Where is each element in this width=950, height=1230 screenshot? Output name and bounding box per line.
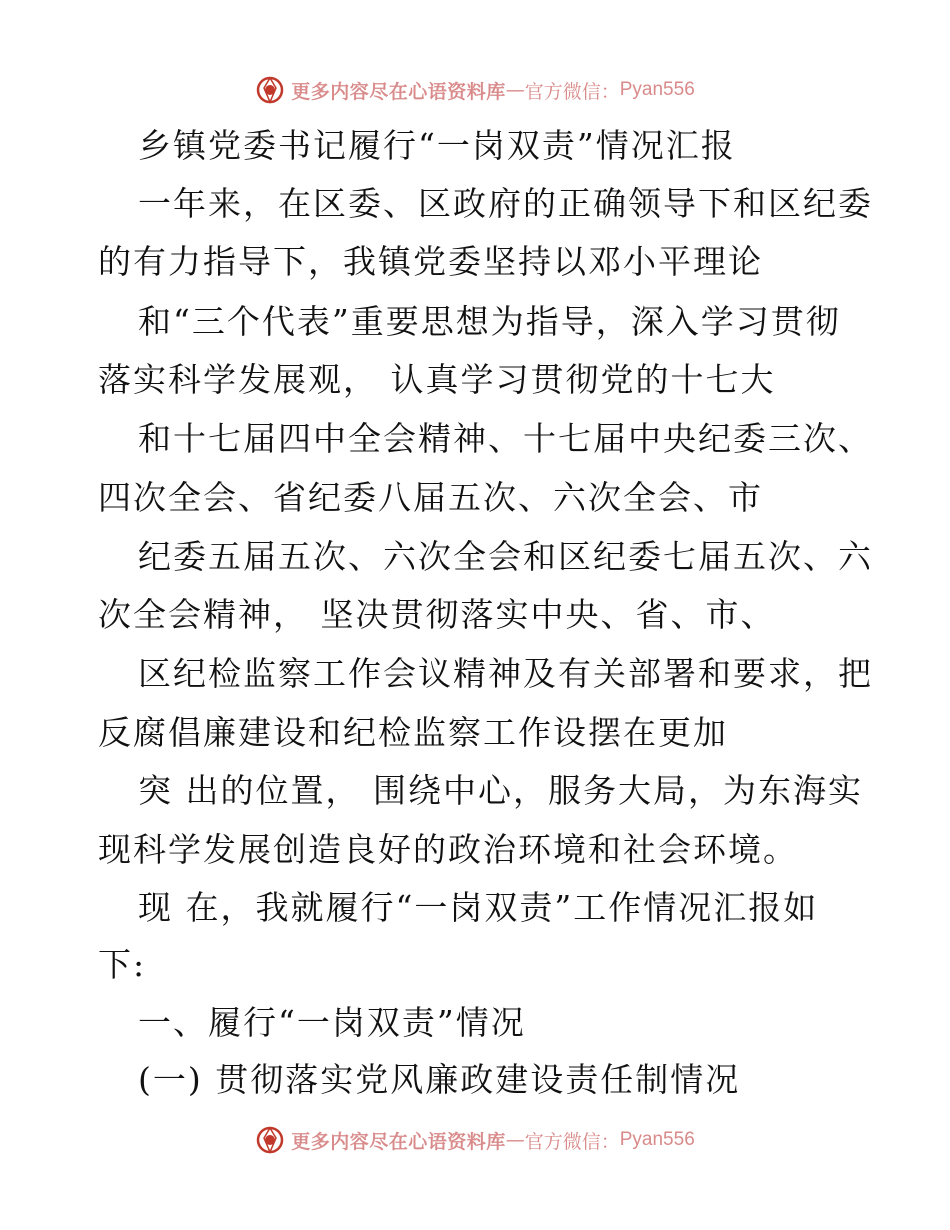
watermark-wechat-id: Pyan556 (619, 1129, 695, 1150)
watermark-label: 官方微信： (524, 80, 620, 103)
body-line: 落实科学发展观， 认真学习贯彻党的十七大 (98, 360, 776, 399)
body-line: 突 出的位置， 围绕中心，服务大局，为东海实 (138, 771, 863, 810)
body-line: 一年来，在区委、区政府的正确领导下和区纪委 (138, 184, 873, 223)
body-line: 现 在，我就履行“一岗双责”工作情况汇报如 (138, 888, 819, 927)
document-title: 乡镇党委书记履行“一岗双责”情况汇报 (138, 126, 736, 165)
body-line: 反腐倡廉建设和纪检监察工作设摆在更加 (98, 713, 728, 752)
pen-seal-icon (255, 75, 285, 105)
subsection-heading: (一) 贯彻落实党风廉政建设责任制情况 (138, 1060, 741, 1099)
section-heading: 一、履行“一岗双责”情况 (138, 1003, 526, 1042)
watermark-banner-bottom (0, 1123, 950, 1157)
body-line: 次全会精神， 坚决贯彻落实中央、省、市、 (98, 595, 776, 634)
watermark-text: 更多内容尽在心语资料库 (291, 1130, 506, 1153)
watermark-separator: — (505, 1129, 525, 1151)
watermark-wechat-id: Pyan556 (619, 79, 695, 100)
body-line: 纪委五届五次、六次全会和区纪委七届五次、六 (138, 537, 873, 576)
body-line: 和十七届四中全会精神、十七届中央纪委三次、 (138, 419, 873, 458)
body-line: 下: (98, 945, 147, 984)
body-line: 和“三个代表”重要思想为指导，深入学习贯彻 (138, 302, 841, 341)
watermark-label: 官方微信： (524, 1130, 620, 1153)
body-line: 现科学发展创造良好的政治环境和社会环境。 (98, 830, 798, 869)
watermark-text: 更多内容尽在心语资料库 (291, 80, 506, 103)
watermark-separator: — (505, 79, 525, 101)
watermark-banner-top (0, 73, 950, 107)
body-line: 的有力指导下，我镇党委坚持以邓小平理论 (98, 242, 763, 281)
body-line: 区纪检监察工作会议精神及有关部署和要求，把 (138, 654, 873, 693)
pen-seal-icon (255, 1125, 285, 1155)
body-line: 四次全会、省纪委八届五次、六次全会、市 (98, 478, 763, 517)
